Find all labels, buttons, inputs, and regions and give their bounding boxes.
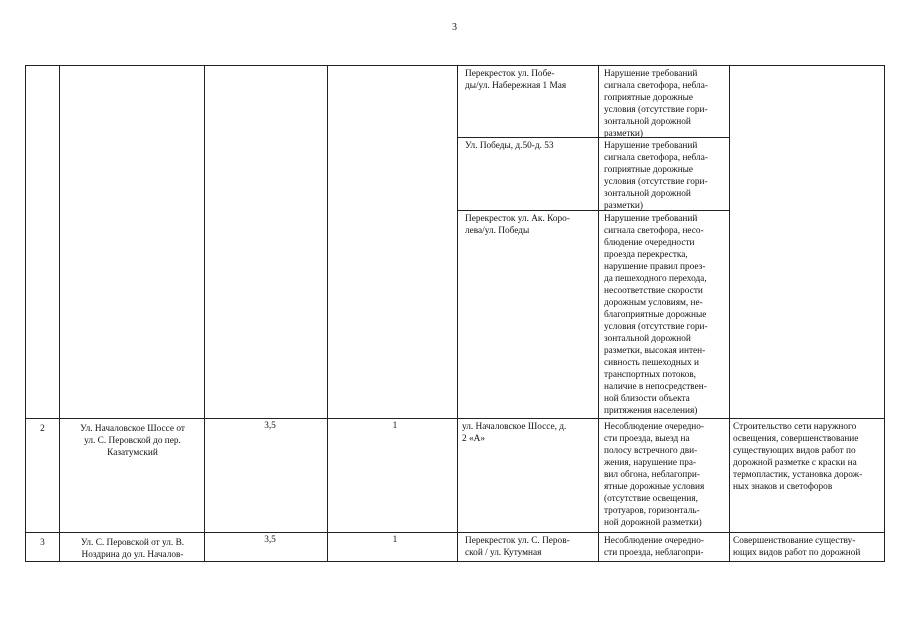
- row3-road: Ул. С. Перовской от ул. В. Ноздрина до ул. Началов-: [80, 538, 185, 560]
- row-divider: [25, 532, 885, 533]
- row2-length: 3,5: [264, 421, 276, 431]
- row3-number: 3: [40, 538, 45, 548]
- row1-site3-location: Перекресток ул. Ак. Коро- лева/ул. Победы: [465, 214, 570, 236]
- row-divider: [25, 418, 885, 419]
- row3-count: 1: [392, 535, 398, 545]
- row2-measures: Строительство сети наружного освещения, совершенствование существующих видов работ по дорожной разметке с краски на термопластик, установка дорож- ных знаков и светофоров: [733, 422, 863, 492]
- col-divider: [884, 65, 885, 562]
- table-top-border: [25, 65, 885, 66]
- row1-site1-location: Перекресток ул. Побе- ды/ул. Набережная 1 Мая: [465, 69, 567, 91]
- row3-location: Перекресток ул. С. Перов- ской / ул. Кутумная: [465, 536, 570, 558]
- row3-measures: Совершенствование существу- ющих видов работ по дорожной: [733, 536, 861, 558]
- col-divider: [598, 65, 599, 562]
- row2-count: 1: [392, 421, 398, 431]
- row2-causes: Несоблюдение очередно- сти проезда, выезд на полосу встречного дви- жения, нарушение пра- вил обгона, неблагопри- ятные дорожные условия (отсутствие освещения, тротуаров, горизонталь- ной дорожной разметки): [604, 422, 705, 528]
- row1-site1-causes: Нарушение требований сигнала светофора, небла- гоприятные дорожные условия (отсутствие гори- зонтальной дорожной разметки): [604, 69, 708, 139]
- col-divider: [457, 65, 458, 562]
- row2-location: ул. Началовское Шоссе, д. 2 «А»: [462, 422, 567, 444]
- row2-road: Ул. Началовское Шоссе от ул. С. Перовской до пер. Казатумский: [80, 424, 185, 458]
- row1-site3-causes: Нарушение требований сигнала светофора, несо- блюдение очередности проезда перекрестка, нарушение правил проез- да пешеходного перехода, несоответствие скорости дорожным условиям, не- благоприятные дорожные условия (отсутствие гори- зонтальной дорожной разметки, высокая интен- сивность пешеходных и транспортных потоков, наличие в непосредствен- ной близости объекта притяжения населения): [604, 214, 708, 416]
- table-bottom-border: [25, 561, 885, 562]
- row1-site2-causes: Нарушение требований сигнала светофора, небла- гоприятные дорожные условия (отсутствие гори- зонтальной дорожной разметки): [604, 141, 708, 211]
- row3-length: 3,5: [264, 535, 276, 545]
- row1-site2-location: Ул. Победы, д.50-д. 53: [465, 141, 554, 151]
- col-divider: [59, 65, 60, 562]
- col-divider: [327, 65, 328, 562]
- col-divider: [25, 65, 26, 562]
- col-divider: [729, 65, 730, 562]
- row2-number: 2: [40, 424, 45, 434]
- col-divider: [204, 65, 205, 562]
- page-number: 3: [452, 22, 457, 33]
- row3-causes: Несоблюдение очередно- сти проезда, неблагопри-: [604, 536, 705, 558]
